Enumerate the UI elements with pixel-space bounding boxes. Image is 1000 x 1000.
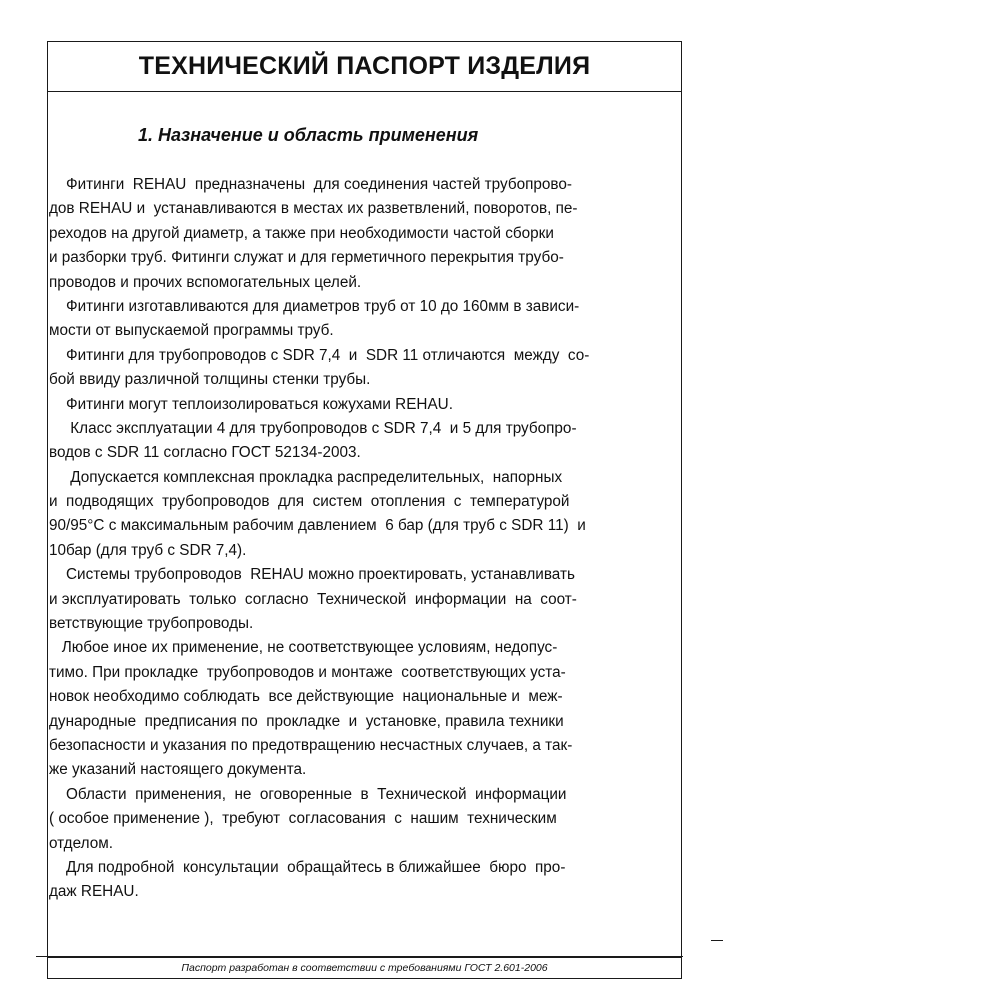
text-line: Фитинги изготавливаются для диаметров труб от 10 до 160мм в зависи- bbox=[49, 297, 580, 315]
text-line: Фитинги REHAU предназначены для соединения частей трубопрово- bbox=[49, 176, 572, 193]
text-line: 10бар (для труб с SDR 7,4). bbox=[49, 541, 247, 559]
text-line: ( особое применение ), требуют согласования с нашим техническим bbox=[49, 810, 557, 828]
text-line: же указаний настоящего документа. bbox=[49, 761, 307, 779]
text-line: отделом. bbox=[49, 834, 113, 852]
text-line: Фитинги могут теплоизолироваться кожухами REHAU. bbox=[49, 395, 453, 413]
text-line: новок необходимо соблюдать все действующие национальные и меж- bbox=[49, 688, 563, 706]
title-box bbox=[48, 42, 681, 92]
text-line: бой ввиду различной толщины стенки трубы. bbox=[49, 371, 371, 389]
text-line: дов REHAU и устанавливаются в местах их разветвлений, поворотов, пе- bbox=[49, 200, 578, 218]
footer-box bbox=[48, 957, 681, 978]
text-line: даж REHAU. bbox=[49, 883, 139, 901]
text-line: Любое иное их применение, не соответствующее условиям, недопус- bbox=[49, 639, 558, 657]
text-line: безопасности и указания по предотвращению несчастных случаев, а так- bbox=[49, 736, 573, 754]
text-line: ветствующие трубопроводы. bbox=[49, 615, 254, 633]
text-line: Для подробной консультации обращайтесь в ближайшее бюро про- bbox=[49, 858, 566, 876]
text-line: Системы трубопроводов REHAU можно проектировать, устанавливать bbox=[49, 566, 575, 584]
text-line: реходов на другой диаметр, а также при необходимости частой сборки bbox=[49, 224, 554, 242]
text-line: дународные предписания по прокладке и установке, правила техники bbox=[49, 712, 564, 730]
text-line: водов с SDR 11 согласно ГОСТ 52134-2003. bbox=[49, 444, 361, 462]
body-text bbox=[49, 173, 639, 905]
bottom-rule bbox=[36, 956, 683, 957]
margin-dash bbox=[711, 940, 723, 941]
text-line: Допускается комплексная прокладка распределительных, напорных bbox=[49, 468, 563, 486]
text-line: проводов и прочих вспомогательных целей. bbox=[49, 273, 362, 291]
text-line: и разборки труб. Фитинги служат и для герметичного перекрытия трубо- bbox=[49, 249, 564, 267]
document-title: ТЕХНИЧЕСКИЙ ПАСПОРТ ИЗДЕЛИЯ bbox=[138, 52, 591, 80]
text-line: тимо. При прокладке трубопроводов и монтаже соответствующих уста- bbox=[49, 663, 566, 681]
text-line: Области применения, не оговоренные в Технической информации bbox=[49, 785, 567, 803]
document-frame bbox=[47, 41, 682, 979]
text-line: 90/95°С с максимальным рабочим давлением 6 бар (для труб с SDR 11) и bbox=[49, 517, 586, 535]
text-line: и эксплуатировать только согласно Технической информации на соот- bbox=[49, 590, 577, 608]
footer-note: Паспорт разработан в соответствии с требованиями ГОСТ 2.601-2006 bbox=[181, 962, 548, 974]
text-line: Фитинги для трубопроводов с SDR 7,4 и SDR 11 отличаются между со- bbox=[49, 346, 590, 364]
text-line: и подводящих трубопроводов для систем отопления с температурой bbox=[49, 493, 570, 511]
text-line: Класс эксплуатации 4 для трубопроводов с SDR 7,4 и 5 для трубопро- bbox=[49, 419, 577, 437]
section-heading: 1. Назначение и область применения bbox=[138, 125, 479, 145]
text-line: мости от выпускаемой программы труб. bbox=[49, 322, 334, 340]
